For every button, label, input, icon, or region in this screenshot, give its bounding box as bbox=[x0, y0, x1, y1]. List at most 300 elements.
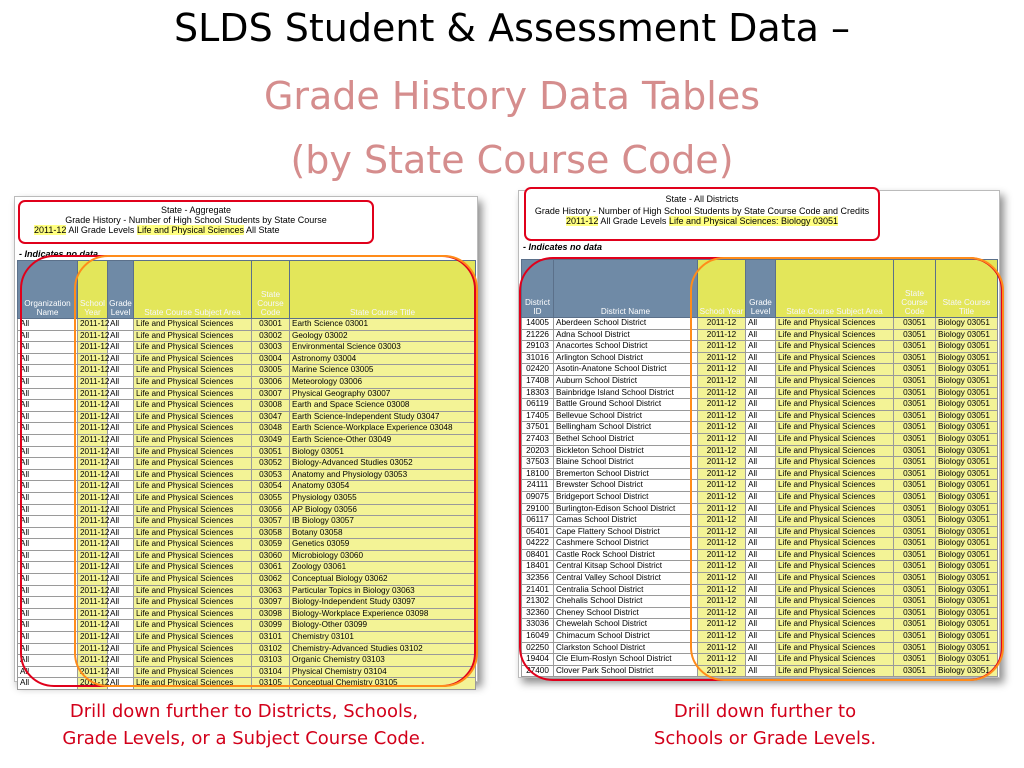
table-cell: 03051 bbox=[894, 584, 936, 596]
table-cell: 03098 bbox=[252, 608, 290, 620]
table-cell: All bbox=[108, 516, 134, 528]
table-cell: 03051 bbox=[894, 318, 936, 330]
table-cell: Castle Rock School District bbox=[554, 549, 698, 561]
table-cell: 03061 bbox=[252, 562, 290, 574]
table-cell: All bbox=[18, 330, 78, 342]
table-cell: 18303 bbox=[522, 387, 554, 399]
table-cell: 2011-12 bbox=[698, 329, 746, 341]
table-cell: 14005 bbox=[522, 318, 554, 330]
table-cell: Biology-Other 03099 bbox=[290, 620, 476, 632]
table-cell: Biology 03051 bbox=[936, 596, 998, 608]
table-cell: Chehalis School District bbox=[554, 596, 698, 608]
table-cell: All bbox=[18, 608, 78, 620]
table-row bbox=[18, 434, 476, 446]
table-cell: 2011-12 bbox=[78, 597, 108, 609]
table-cell: All bbox=[108, 481, 134, 493]
table-row bbox=[18, 411, 476, 423]
table-cell: 03051 bbox=[894, 468, 936, 480]
table-cell: 2011-12 bbox=[78, 574, 108, 586]
table-row bbox=[522, 364, 998, 376]
slide-title: SLDS Student & Assessment Data – bbox=[174, 6, 850, 50]
col-subject-area: State Course Subject Area bbox=[134, 261, 252, 319]
table-cell: 03051 bbox=[894, 410, 936, 422]
table-cell: 2011-12 bbox=[78, 492, 108, 504]
table-cell: Life and Physical Sciences bbox=[776, 433, 894, 445]
table-cell: 03058 bbox=[252, 527, 290, 539]
table-cell: Life and Physical Sciences bbox=[134, 388, 252, 400]
table-cell: Chemistry 03101 bbox=[290, 632, 476, 644]
col-grade-level: Grade Level bbox=[746, 260, 776, 318]
table-row bbox=[18, 643, 476, 655]
table-cell: All bbox=[746, 433, 776, 445]
table-cell: All bbox=[108, 574, 134, 586]
table-cell: Central Valley School District bbox=[554, 573, 698, 585]
table-cell: All bbox=[18, 585, 78, 597]
table-cell: All bbox=[18, 481, 78, 493]
table-cell: All bbox=[746, 619, 776, 631]
table-cell: Biology 03051 bbox=[936, 491, 998, 503]
table-cell: All bbox=[108, 330, 134, 342]
table-cell: IB Biology 03057 bbox=[290, 516, 476, 528]
table-cell: 2011-12 bbox=[78, 469, 108, 481]
course-grade-history-table bbox=[17, 260, 476, 690]
table-body bbox=[522, 318, 998, 677]
filter-subject: Life and Physical Sciences bbox=[136, 225, 245, 235]
table-cell: 20203 bbox=[522, 445, 554, 457]
table-cell: Life and Physical Sciences bbox=[134, 469, 252, 481]
report-header-box bbox=[524, 187, 880, 241]
table-cell: Auburn School District bbox=[554, 375, 698, 387]
table-cell: 18100 bbox=[522, 468, 554, 480]
table-cell: Life and Physical Sciences bbox=[776, 538, 894, 550]
table-row bbox=[522, 631, 998, 643]
table-cell: Life and Physical Sciences bbox=[134, 678, 252, 690]
table-cell: 19404 bbox=[522, 654, 554, 666]
table-cell: All bbox=[746, 549, 776, 561]
table-cell: Bellevue School District bbox=[554, 410, 698, 422]
table-cell: 2011-12 bbox=[78, 527, 108, 539]
table-cell: Physical Chemistry 03104 bbox=[290, 666, 476, 678]
table-cell: Genetics 03059 bbox=[290, 539, 476, 551]
table-cell: Biology-Advanced Studies 03052 bbox=[290, 458, 476, 470]
table-cell: 03004 bbox=[252, 353, 290, 365]
table-row bbox=[522, 318, 998, 330]
table-row bbox=[522, 642, 998, 654]
table-row bbox=[522, 665, 998, 677]
table-cell: 21401 bbox=[522, 584, 554, 596]
table-cell: 2011-12 bbox=[698, 573, 746, 585]
table-cell: 2011-12 bbox=[78, 632, 108, 644]
table-cell: Life and Physical Sciences bbox=[776, 364, 894, 376]
table-cell: 03051 bbox=[252, 446, 290, 458]
table-cell: Life and Physical Sciences bbox=[134, 608, 252, 620]
table-row bbox=[522, 468, 998, 480]
table-cell: Biology 03051 bbox=[936, 341, 998, 353]
table-cell: Bickleton School District bbox=[554, 445, 698, 457]
table-row bbox=[18, 527, 476, 539]
table-cell: Life and Physical Sciences bbox=[134, 516, 252, 528]
table-cell: Life and Physical Sciences bbox=[134, 330, 252, 342]
table-cell: 16049 bbox=[522, 631, 554, 643]
col-course-code: State Course Code bbox=[252, 261, 290, 319]
table-cell: 09075 bbox=[522, 491, 554, 503]
table-cell: All bbox=[746, 480, 776, 492]
table-cell: Clover Park School District bbox=[554, 665, 698, 677]
table-row bbox=[18, 632, 476, 644]
table-cell: 2011-12 bbox=[78, 376, 108, 388]
table-row bbox=[522, 457, 998, 469]
table-cell: 31016 bbox=[522, 352, 554, 364]
table-cell: 2011-12 bbox=[698, 318, 746, 330]
table-cell: 2011-12 bbox=[698, 399, 746, 411]
table-cell: 03051 bbox=[894, 341, 936, 353]
table-row bbox=[522, 619, 998, 631]
table-cell: Biology 03051 bbox=[936, 631, 998, 643]
table-cell: 2011-12 bbox=[698, 364, 746, 376]
table-cell: All bbox=[746, 399, 776, 411]
table-row bbox=[522, 410, 998, 422]
table-cell: All bbox=[746, 561, 776, 573]
table-cell: All bbox=[18, 423, 78, 435]
table-cell: Life and Physical Sciences bbox=[776, 375, 894, 387]
table-cell: Life and Physical Sciences bbox=[134, 620, 252, 632]
right-caption-line2: Schools or Grade Levels. bbox=[653, 728, 877, 749]
table-cell: Biology 03051 bbox=[936, 538, 998, 550]
table-cell: 33036 bbox=[522, 619, 554, 631]
table-row bbox=[18, 597, 476, 609]
table-cell: 2011-12 bbox=[698, 619, 746, 631]
table-cell: 03051 bbox=[894, 387, 936, 399]
table-cell: Life and Physical Sciences bbox=[134, 539, 252, 551]
table-cell: 2011-12 bbox=[698, 375, 746, 387]
table-cell: 03051 bbox=[894, 549, 936, 561]
table-cell: All bbox=[108, 469, 134, 481]
table-cell: All bbox=[18, 353, 78, 365]
table-cell: All bbox=[108, 434, 134, 446]
table-cell: 03062 bbox=[252, 574, 290, 586]
table-row bbox=[522, 584, 998, 596]
table-cell: Microbiology 03060 bbox=[290, 550, 476, 562]
table-cell: 03002 bbox=[252, 330, 290, 342]
table-cell: All bbox=[108, 632, 134, 644]
table-row bbox=[18, 376, 476, 388]
table-cell: Life and Physical Sciences bbox=[134, 574, 252, 586]
table-cell: Earth Science-Other 03049 bbox=[290, 434, 476, 446]
table-cell: 2011-12 bbox=[698, 480, 746, 492]
table-cell: 2011-12 bbox=[698, 538, 746, 550]
table-cell: 06117 bbox=[522, 515, 554, 527]
table-cell: 03051 bbox=[894, 619, 936, 631]
table-cell: All bbox=[108, 655, 134, 667]
table-cell: 03051 bbox=[894, 433, 936, 445]
table-cell: Life and Physical Sciences bbox=[776, 352, 894, 364]
right-caption-line1: Drill down further to bbox=[673, 701, 857, 722]
table-cell: All bbox=[18, 446, 78, 458]
table-cell: 2011-12 bbox=[698, 642, 746, 654]
table-row bbox=[522, 480, 998, 492]
table-cell: 03104 bbox=[252, 666, 290, 678]
table-cell: 02420 bbox=[522, 364, 554, 376]
table-cell: All bbox=[746, 584, 776, 596]
table-cell: All bbox=[108, 620, 134, 632]
table-cell: 2011-12 bbox=[698, 387, 746, 399]
table-cell: All bbox=[108, 458, 134, 470]
filter-grade: All Grade Levels bbox=[68, 225, 135, 235]
table-cell: 03049 bbox=[252, 434, 290, 446]
table-cell: All bbox=[18, 504, 78, 516]
table-cell: Life and Physical Sciences bbox=[134, 550, 252, 562]
table-cell: 2011-12 bbox=[78, 319, 108, 331]
table-cell: 04222 bbox=[522, 538, 554, 550]
table-cell: 2011-12 bbox=[78, 388, 108, 400]
table-cell: All bbox=[18, 643, 78, 655]
table-cell: Burlington-Edison School District bbox=[554, 503, 698, 515]
table-row bbox=[522, 491, 998, 503]
table-cell: All bbox=[746, 352, 776, 364]
col-organization-name: Organization Name bbox=[18, 261, 78, 319]
table-cell: All bbox=[18, 527, 78, 539]
table-cell: All bbox=[18, 342, 78, 354]
table-cell: All bbox=[18, 376, 78, 388]
table-cell: 03105 bbox=[252, 678, 290, 690]
table-cell: All bbox=[18, 434, 78, 446]
table-cell: Life and Physical Sciences bbox=[134, 319, 252, 331]
table-cell: Biology 03051 bbox=[936, 619, 998, 631]
table-cell: Biology 03051 bbox=[936, 480, 998, 492]
table-cell: All bbox=[18, 632, 78, 644]
table-cell: 03051 bbox=[894, 573, 936, 585]
table-cell: Aberdeen School District bbox=[554, 318, 698, 330]
table-cell: All bbox=[108, 411, 134, 423]
table-cell: Geology 03002 bbox=[290, 330, 476, 342]
table-cell: Biology 03051 bbox=[936, 375, 998, 387]
table-cell: Blaine School District bbox=[554, 457, 698, 469]
table-cell: All bbox=[746, 654, 776, 666]
table-cell: Life and Physical Sciences bbox=[776, 665, 894, 677]
table-cell: Biology 03051 bbox=[936, 318, 998, 330]
table-cell: 03053 bbox=[252, 469, 290, 481]
table-cell: 2011-12 bbox=[78, 585, 108, 597]
table-row bbox=[522, 445, 998, 457]
table-row bbox=[18, 469, 476, 481]
table-row bbox=[18, 458, 476, 470]
table-cell: 2011-12 bbox=[698, 665, 746, 677]
table-row bbox=[18, 319, 476, 331]
table-cell: All bbox=[746, 503, 776, 515]
table-cell: 21302 bbox=[522, 596, 554, 608]
slide-subtitle-line2: (by State Course Code) bbox=[290, 138, 734, 182]
table-cell: Adna School District bbox=[554, 329, 698, 341]
report-name: Grade History - Number of High School Students by State Course bbox=[65, 215, 327, 225]
table-cell: All bbox=[746, 526, 776, 538]
table-cell: 03103 bbox=[252, 655, 290, 667]
filter-grade: All Grade Levels bbox=[600, 216, 667, 226]
table-cell: All bbox=[746, 631, 776, 643]
table-cell: All bbox=[108, 550, 134, 562]
table-cell: 2011-12 bbox=[698, 410, 746, 422]
table-cell: 2011-12 bbox=[78, 400, 108, 412]
table-cell: Life and Physical Sciences bbox=[134, 666, 252, 678]
table-cell: Biology 03051 bbox=[936, 573, 998, 585]
table-cell: All bbox=[18, 597, 78, 609]
table-cell: All bbox=[108, 678, 134, 690]
report-filters bbox=[526, 216, 878, 226]
table-cell: All bbox=[746, 387, 776, 399]
table-cell: Life and Physical Sciences bbox=[134, 597, 252, 609]
table-cell: Life and Physical Sciences bbox=[776, 526, 894, 538]
table-cell: 2011-12 bbox=[78, 365, 108, 377]
table-cell: All bbox=[18, 655, 78, 667]
col-school-year: School Year bbox=[698, 260, 746, 318]
table-cell: 2011-12 bbox=[78, 446, 108, 458]
table-cell: 2011-12 bbox=[698, 491, 746, 503]
col-course-title: State Course Title bbox=[290, 261, 476, 319]
table-cell: Biology-Independent Study 03097 bbox=[290, 597, 476, 609]
table-cell: Life and Physical Sciences bbox=[134, 481, 252, 493]
table-cell: 2011-12 bbox=[698, 468, 746, 480]
table-cell: 2011-12 bbox=[78, 330, 108, 342]
filter-org: All State bbox=[246, 225, 280, 235]
table-cell: 03051 bbox=[894, 538, 936, 550]
table-cell: 21226 bbox=[522, 329, 554, 341]
table-cell: All bbox=[746, 573, 776, 585]
table-cell: 2011-12 bbox=[698, 433, 746, 445]
table-cell: Cape Flattery School District bbox=[554, 526, 698, 538]
table-cell: All bbox=[108, 585, 134, 597]
table-cell: Biology 03051 bbox=[936, 665, 998, 677]
table-cell: Biology 03051 bbox=[936, 642, 998, 654]
table-cell: 2011-12 bbox=[78, 643, 108, 655]
table-cell: Conceptual Chemistry 03105 bbox=[290, 678, 476, 690]
table-cell: Bremerton School District bbox=[554, 468, 698, 480]
left-caption-line2: Grade Levels, or a Subject Course Code. bbox=[62, 728, 426, 749]
left-caption bbox=[14, 698, 474, 752]
table-cell: All bbox=[108, 504, 134, 516]
table-cell: 2011-12 bbox=[78, 353, 108, 365]
table-cell: Biology 03051 bbox=[936, 399, 998, 411]
table-cell: Biology 03051 bbox=[936, 352, 998, 364]
table-cell: 03052 bbox=[252, 458, 290, 470]
table-row bbox=[18, 353, 476, 365]
table-cell: All bbox=[746, 422, 776, 434]
table-cell: Life and Physical Sciences bbox=[776, 318, 894, 330]
table-cell: All bbox=[108, 342, 134, 354]
table-cell: 03007 bbox=[252, 388, 290, 400]
table-cell: Life and Physical Sciences bbox=[776, 631, 894, 643]
col-school-year: School Year bbox=[78, 261, 108, 319]
table-cell: Biology 03051 bbox=[936, 457, 998, 469]
table-cell: Life and Physical Sciences bbox=[134, 458, 252, 470]
table-cell: Botany 03058 bbox=[290, 527, 476, 539]
table-cell: 03051 bbox=[894, 607, 936, 619]
table-cell: Biology 03051 bbox=[936, 410, 998, 422]
table-cell: 32360 bbox=[522, 607, 554, 619]
table-cell: All bbox=[108, 423, 134, 435]
table-cell: Biology 03051 bbox=[936, 561, 998, 573]
table-cell: Astronomy 03004 bbox=[290, 353, 476, 365]
col-course-code: State Course Code bbox=[894, 260, 936, 318]
table-cell: Earth and Space Science 03008 bbox=[290, 400, 476, 412]
table-row bbox=[522, 538, 998, 550]
table-cell: Earth Science-Workplace Experience 03048 bbox=[290, 423, 476, 435]
table-cell: All bbox=[746, 491, 776, 503]
table-cell: Earth Science 03001 bbox=[290, 319, 476, 331]
table-cell: All bbox=[18, 550, 78, 562]
table-cell: 2011-12 bbox=[78, 608, 108, 620]
table-cell: Earth Science-Independent Study 03047 bbox=[290, 411, 476, 423]
table-cell: 03051 bbox=[894, 364, 936, 376]
table-cell: 18401 bbox=[522, 561, 554, 573]
table-cell: Arlington School District bbox=[554, 352, 698, 364]
table-cell: Meteorology 03006 bbox=[290, 376, 476, 388]
table-cell: 2011-12 bbox=[698, 607, 746, 619]
table-cell: Centralia School District bbox=[554, 584, 698, 596]
table-cell: 2011-12 bbox=[698, 503, 746, 515]
table-cell: 02250 bbox=[522, 642, 554, 654]
table-cell: All bbox=[108, 527, 134, 539]
table-cell: Life and Physical Sciences bbox=[134, 353, 252, 365]
table-cell: All bbox=[108, 492, 134, 504]
table-cell: Life and Physical Sciences bbox=[134, 585, 252, 597]
table-cell: 03054 bbox=[252, 481, 290, 493]
table-body bbox=[18, 319, 476, 690]
table-cell: 03051 bbox=[894, 422, 936, 434]
table-cell: 03005 bbox=[252, 365, 290, 377]
table-cell: All bbox=[108, 400, 134, 412]
table-cell: 2011-12 bbox=[698, 561, 746, 573]
table-cell: Biology 03051 bbox=[936, 364, 998, 376]
table-cell: Life and Physical Sciences bbox=[134, 643, 252, 655]
filter-year: 2011-12 bbox=[566, 216, 599, 226]
table-row bbox=[18, 678, 476, 690]
table-cell: 03060 bbox=[252, 550, 290, 562]
table-cell: 2011-12 bbox=[698, 596, 746, 608]
table-cell: Marine Science 03005 bbox=[290, 365, 476, 377]
table-cell: All bbox=[18, 620, 78, 632]
table-cell: All bbox=[746, 364, 776, 376]
table-cell: Camas School District bbox=[554, 515, 698, 527]
report-filters bbox=[20, 225, 372, 235]
table-cell: Physiology 03055 bbox=[290, 492, 476, 504]
table-cell: 2011-12 bbox=[698, 549, 746, 561]
table-cell: Life and Physical Sciences bbox=[134, 492, 252, 504]
table-cell: 03051 bbox=[894, 375, 936, 387]
table-cell: Biology-Workplace Experience 03098 bbox=[290, 608, 476, 620]
table-row bbox=[522, 387, 998, 399]
table-cell: 2011-12 bbox=[78, 539, 108, 551]
table-row bbox=[522, 607, 998, 619]
table-cell: 2011-12 bbox=[78, 550, 108, 562]
table-cell: Biology 03051 bbox=[936, 445, 998, 457]
table-row bbox=[522, 375, 998, 387]
table-cell: Life and Physical Sciences bbox=[134, 365, 252, 377]
table-cell: 08401 bbox=[522, 549, 554, 561]
table-row bbox=[18, 620, 476, 632]
table-row bbox=[18, 400, 476, 412]
table-cell: Life and Physical Sciences bbox=[776, 654, 894, 666]
table-cell: All bbox=[108, 446, 134, 458]
table-cell: Clarkston School District bbox=[554, 642, 698, 654]
table-cell: Physical Geography 03007 bbox=[290, 388, 476, 400]
table-cell: Bridgeport School District bbox=[554, 491, 698, 503]
table-cell: Biology 03051 bbox=[936, 387, 998, 399]
table-row bbox=[18, 365, 476, 377]
table-cell: Biology 03051 bbox=[936, 422, 998, 434]
table-cell: 03006 bbox=[252, 376, 290, 388]
table-cell: All bbox=[108, 376, 134, 388]
table-cell: Life and Physical Sciences bbox=[776, 341, 894, 353]
table-cell: Life and Physical Sciences bbox=[776, 480, 894, 492]
